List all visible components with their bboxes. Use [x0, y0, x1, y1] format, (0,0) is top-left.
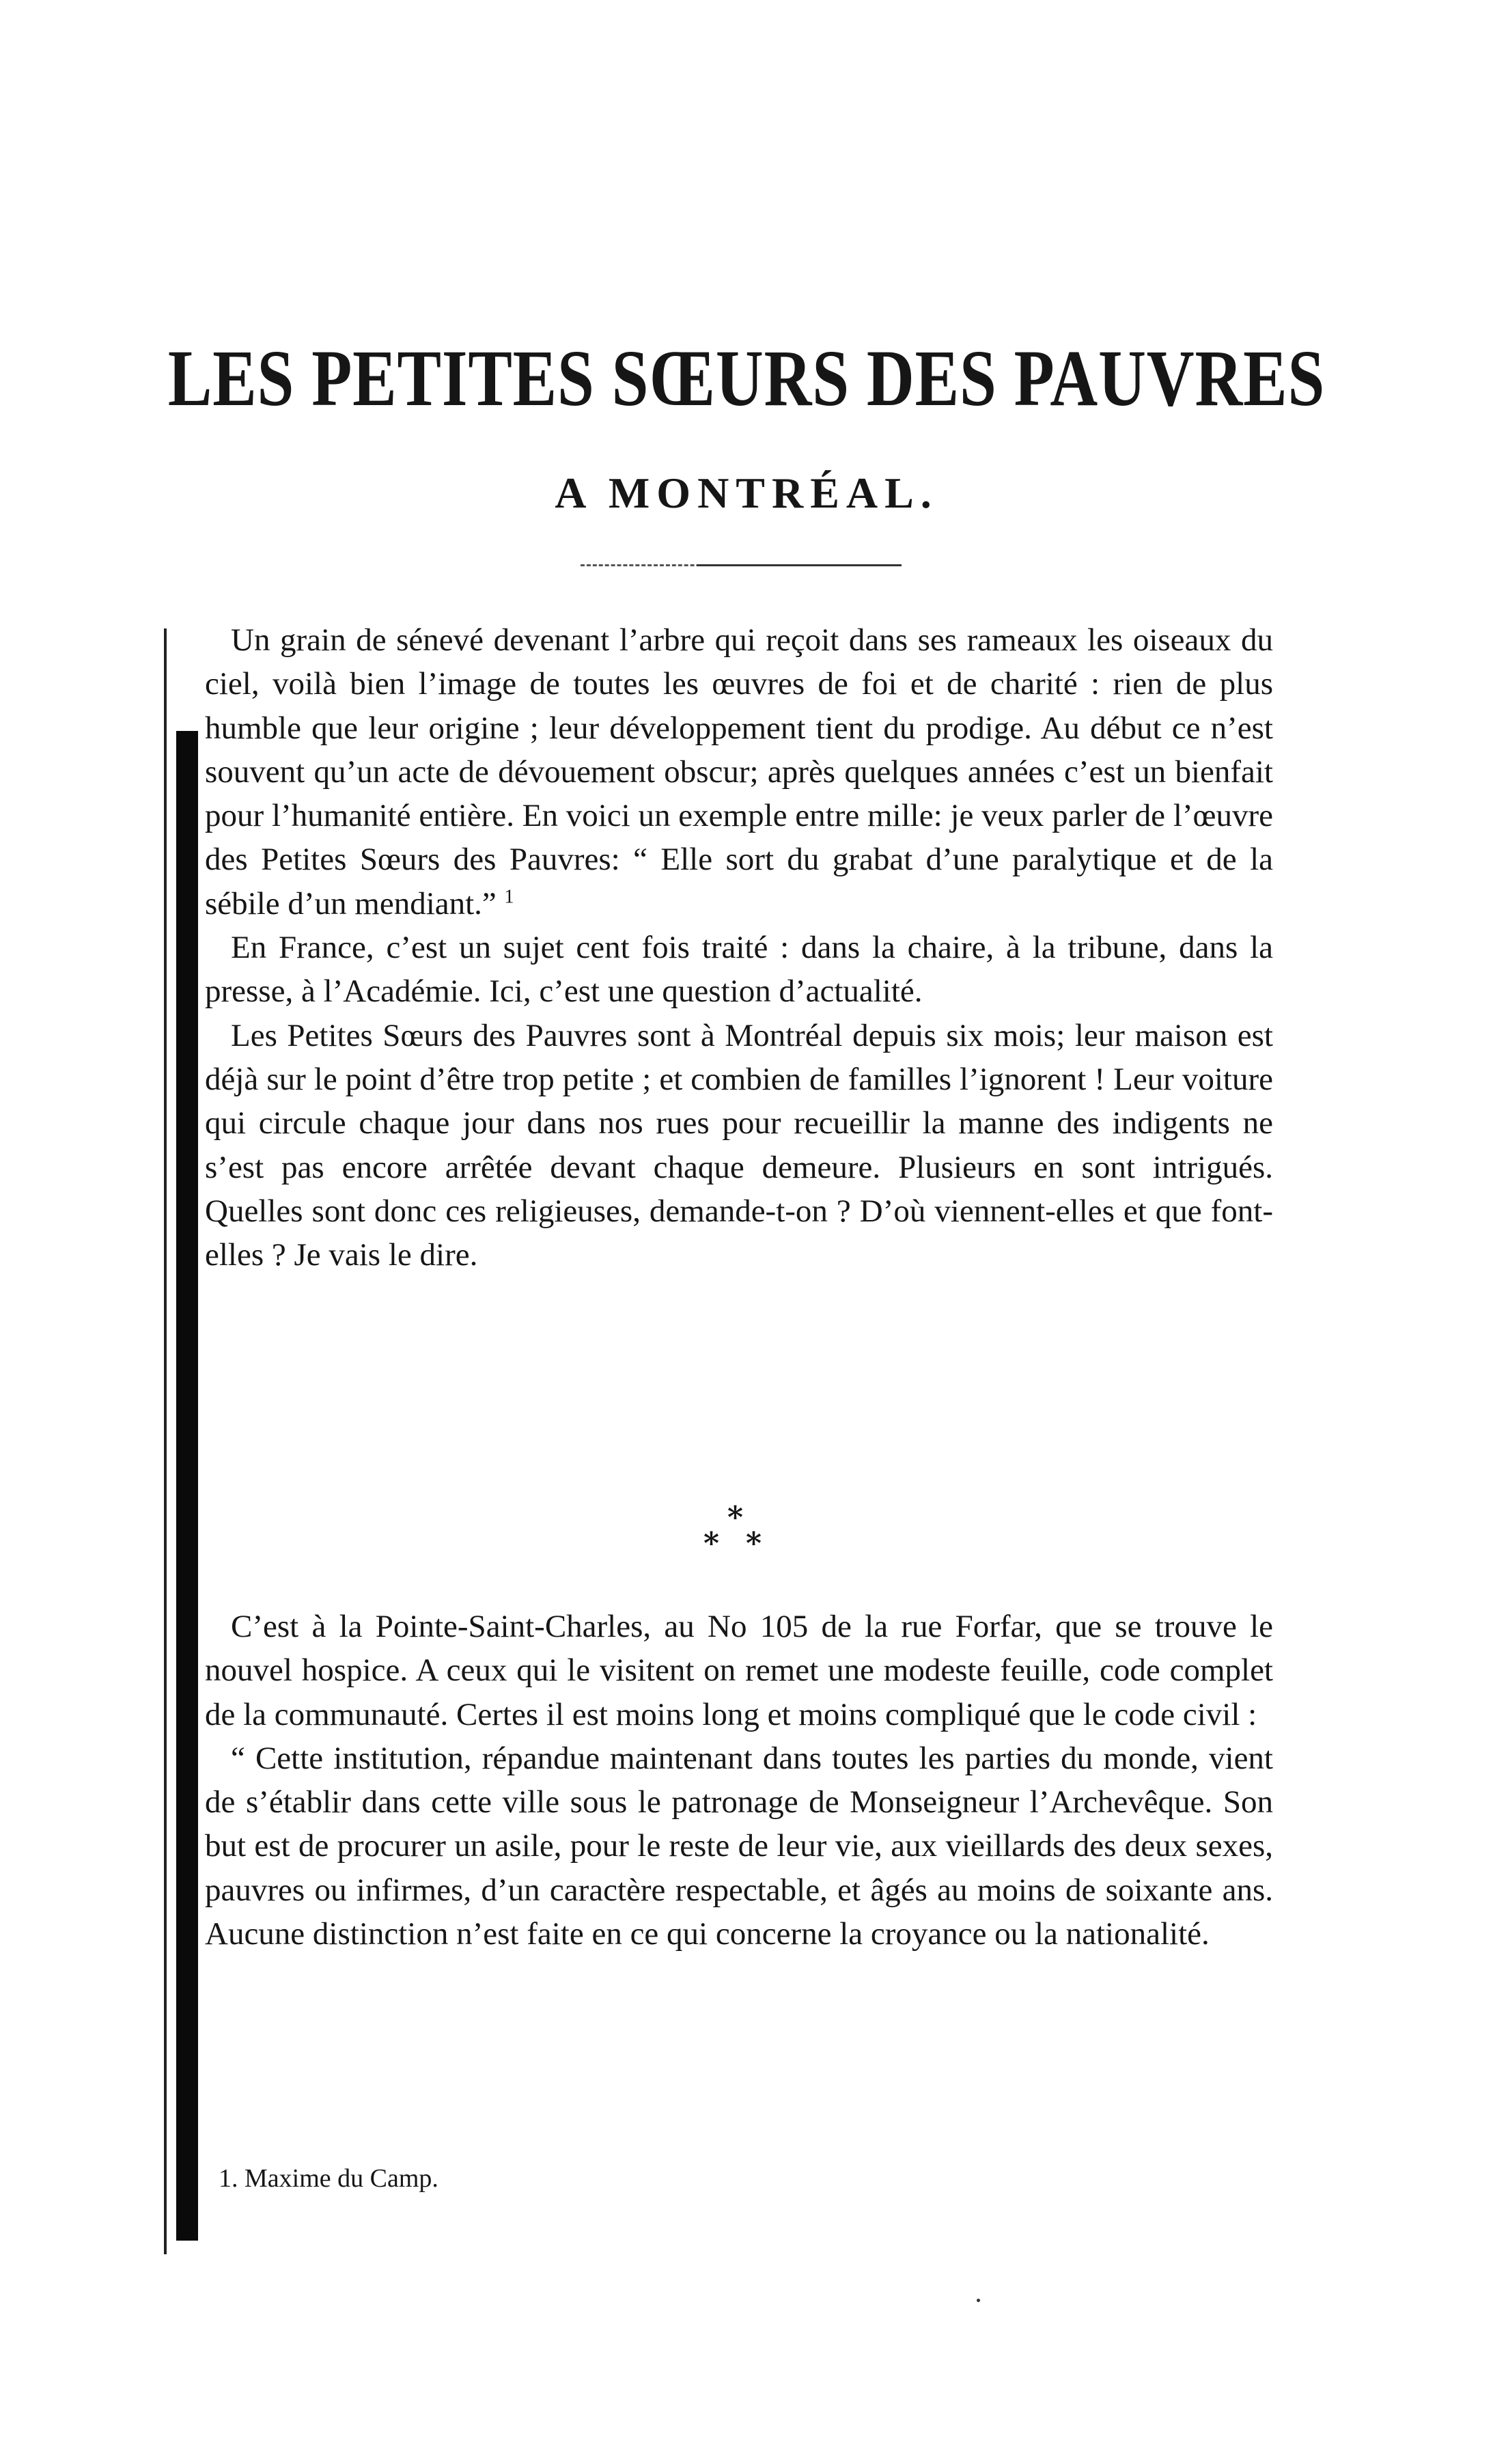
asterisk: *: [703, 1526, 720, 1561]
paragraph: Les Petites Sœurs des Pauvres sont à Montréal depuis six mois; leur maison est déjà sur le point d’être trop petite ; et combien de familles l’ignorent ! Leur voiture qui circule chaque jour dans nos rues pour recueillir la manne des indigents ne s’est pas encore arrêtée devant chaque demeure. Plusieurs en sont intrigués. Quelles sont donc ces religieuses, demande-t-on ? D’où viennent-elles et que font-elles ? Je vais le dire.: [205, 1017, 1273, 1273]
paragraph: C’est à la Pointe-Saint-Charles, au No 105 de la rue Forfar, que se trouve le nouvel hospice. A ceux qui le visitent on remet une modeste feuille, code complet de la communauté. Certes il est moins long et moins compliqué que le code civil :: [205, 1609, 1273, 1732]
document-subtitle: A MONTRÉAL.: [555, 469, 938, 517]
paragraph: En France, c’est un sujet cent fois traité : dans la chaire, à la tribune, dans la presse, à l’Académie. Ici, c’est une question d’actualité.: [205, 930, 1273, 1010]
document-title: LES PETITES SŒURS DES PAUVRES: [167, 333, 1326, 423]
asterisk: *: [727, 1500, 744, 1535]
title-divider: [581, 564, 902, 566]
binding-edge-line: [164, 628, 167, 2254]
section-asterism: [697, 1500, 779, 1585]
paragraph-text: Un grain de sénevé devenant l’arbre qui reçoit dans ses rameaux les oiseaux du ciel, voilà bien l’image de toutes les œuvres de foi et de charité : rien de plus humble que leur origine ; leur développement tient du prodige. Au début ce n’est souvent qu’un acte de dévouement obscur; après quelques années c’est un bienfait pour l’humanité entière. En voici un exemple entre mille: je veux parler de l’œuvre des Petites Sœurs des Pauvres: “ Elle sort du grabat d’une paralytique et de la sébile d’un mendiant.”: [205, 622, 1273, 922]
scan-speck: [977, 2299, 980, 2302]
footnote-reference: 1: [504, 886, 514, 908]
paragraph: “ Cette institution, répandue maintenant dans toutes les parties du monde, vient de s’établir dans cette ville sous le patronage de Monseigneur l’Archevêque. Son but est de procurer un asile, pour le reste de leur vie, aux vieillards des deux sexes, pauvres ou infirmes, d’un caractère respectable, et âgés au moins de soixante ans. Aucune distinction n’est faite en ce qui concerne la croyance ou la nationalité.: [205, 1740, 1273, 1952]
asterisk: *: [746, 1526, 762, 1561]
paragraph: [205, 618, 1273, 926]
section-2: [205, 1605, 1273, 1956]
footnote: 1. Maxime du Camp.: [219, 2164, 438, 2193]
binding-edge-shadow: [176, 731, 198, 2241]
section-1: [205, 618, 1273, 1277]
